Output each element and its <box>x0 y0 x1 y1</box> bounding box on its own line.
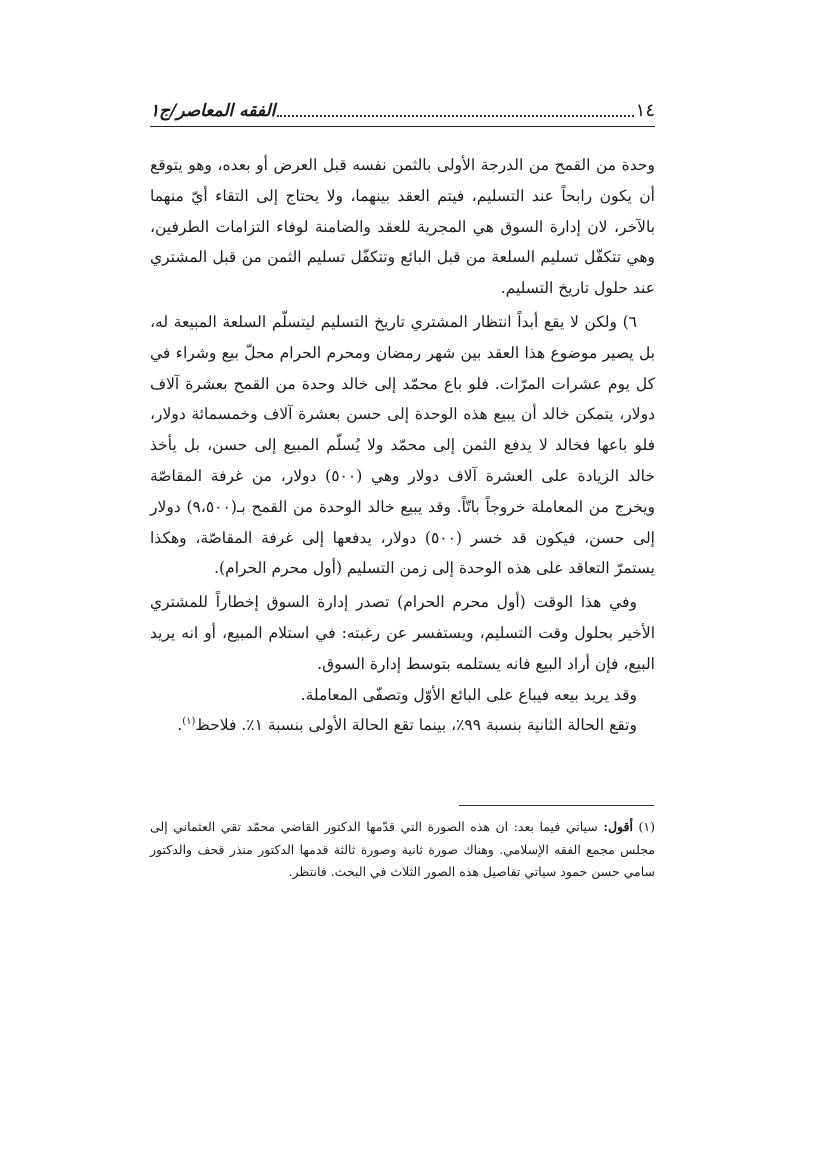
paragraph: وحدة من القمح من الدرجة الأولى بالثمن نفسه قبل العرض أو بعده، وهو يتوقع أن يكون رابحاً عند التسليم، فيتم العقد بينهما، ولا يحتاج إلى التقاء أيّ منهما بالآخر، لان إدارة السوق هي المجرية للعقد والضامنة لوفاء التزامات الطرفين، وهي تتكفّل تسليم السلعة من قبل البائع وتتكفّل تسليم الثمن من قبل المشتري عند حلول تاريخ التسليم. <box>150 156 655 298</box>
book-title: الفقه المعاصر/ج١ <box>150 101 276 121</box>
page-number: ١٤ <box>635 100 655 121</box>
paragraph: وفي هذا الوقت (أول محرم الحرام) تصدر إدارة السوق إخطاراً للمشتري الأخير بحلول وقت التسليم، ويستفسر عن رغبته: في استلام المبيع، أو انه يريد البيع، فإن أراد البيع فانه يستلمه بتوسط إدارة السوق. <box>150 593 655 673</box>
footnote-lead: أقول: <box>603 819 633 834</box>
footnote-separator <box>459 805 654 806</box>
paragraph-text: وتقع الحالة الثانية بنسبة ٩٩٪، بينما تقع الحالة الأولى بنسبة ١٪. فلاحظ <box>195 716 637 735</box>
footnote-reference[interactable]: (١) <box>182 716 196 728</box>
footnote <box>150 816 655 884</box>
footnote-text: سياتي فيما بعد: ان هذه الصورة التي قدّمها الدكتور القاضي محمّد تقي العثماني إلى مجلس مجمع الفقه الإسلامي. وهناك صورة ثانية وصورة ثالثة قدمها الدكتور منذر قحف والدكتور سامي حسن حمود سياتي تفاصيل هذه الصور الثلاث في البحث. فانتظر. <box>150 819 655 879</box>
footnote-number: (١) <box>638 819 655 834</box>
paragraph: ٦) ولكن لا يقع أبداً انتظار المشتري تاريخ التسليم ليتسلّم السلعة المبيعة له، بل يصير موضوع هذا العقد بين شهر رمضان ومحرم الحرام محلّ بيع وشراء في كل يوم عشرات المرّات. فلو باع محمّد إلى خالد وحدة من القمح بعشرة آلاف دولار، يتمكن خالد أن يبيع هذه الوحدة إلى حسن بعشرة آلاف وخمسمائة دولار، فلو باعها فخالد لا يدفع الثمن إلى محمّد ولا يُسلّم المبيع إلى حسن، بل يأخذ خالد الزيادة على العشرة آلاف دولار وهي (٥٠٠) دولار، من غرفة المقاصّة ويخرج من المعاملة خروجاً باتّاً. وقد يبيع خالد الوحدة من القمح بـ(٩،٥٠٠) دولار إلى حسن، فيكون قد خسر (٥٠٠) دولار، يدفعها إلى غرفة المقاصّة، وهكذا يستمرّ التعاقد على هذه الوحدة إلى زمن التسليم (أول محرم الحرام). <box>150 312 655 578</box>
main-text <box>150 150 655 741</box>
paragraph: وقد يريد بيعه فيباع على البائع الأوّل وتصفّى المعاملة. <box>300 685 637 704</box>
header-leader-dots <box>277 115 633 117</box>
paragraph-with-footnote: وتقع الحالة الثانية بنسبة ٩٩٪، بينما تقع الحالة الأولى بنسبة ١٪. فلاحظ$^{(١)}$. <box>177 716 637 735</box>
running-header <box>150 92 655 127</box>
